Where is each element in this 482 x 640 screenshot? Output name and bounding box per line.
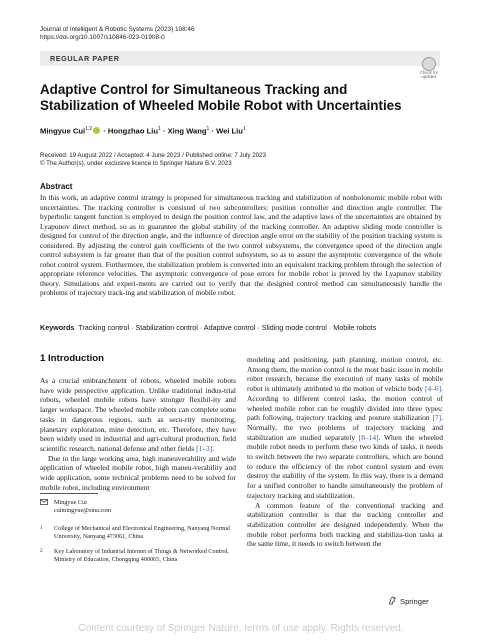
author-affiliation: 1 <box>206 126 210 132</box>
history-dates: Received: 19 August 2022 / Accepted: 4 June 2023 / Published online: 7 July 2023 <box>40 152 267 159</box>
footnote-divider <box>40 493 98 494</box>
affiliation-mark: 2 <box>40 548 43 554</box>
author-name[interactable]: Hongzhao Liu <box>107 126 159 136</box>
check-for-updates-button[interactable] <box>417 57 441 79</box>
body-column-right <box>247 355 443 549</box>
affiliation-text: College of Mechanical and Electronical Engineering, Nanyang Normal University, Nanyang 473061, China <box>54 525 230 540</box>
author-affiliation: 1 <box>242 126 246 132</box>
body-column-left <box>40 376 236 492</box>
article-type-badge: REGULAR PAPER <box>40 51 440 66</box>
check-for-updates-icon <box>422 57 436 71</box>
paragraph: Due to the large working area, high maneuverability and wide application of wheeled mobile robot, high maneu-verability and wide application, some technical problems need to be solved for mobile robot, including environment <box>40 453 236 492</box>
section-heading-introduction: 1 Introduction <box>40 353 104 364</box>
journal-header <box>40 26 195 43</box>
check-for-updates-label-1: Check for <box>420 70 438 75</box>
copyright-notice: © The Author(s), under exclusive licence to Springer Nature B.V. 2023 <box>40 160 232 168</box>
paragraph: modeling and positioning, path planning, motion control, etc. Among them, the motion control is the most basic issue in mobile robot research, because the execution of many tasks of mobile robot is ultimately attributed to the motion of vehicle body [4–6]. According to different control tasks, the motion control of wheeled mobile robot can be roughly divided into three types: path following, trajectory tracking and posture stabilization [7]. Normally, the two problems of trajectory tracking and stabilization are studied separately [8–14]. When the wheeled mobile robot needs to perform these two kinds of tasks, it needs to switch between the two separate controllers, which are bound to reduce the efficiency of the robot control system and even destroy the stability of the system. In this way, there is a demand for a unified controller to handle simultaneously the problem of trajectory tracking and stabilization. <box>247 355 444 500</box>
publication-dates <box>40 152 266 169</box>
publisher-name: Springer <box>400 597 429 606</box>
author-name[interactable]: Xing Wang <box>167 126 207 136</box>
author-affiliation: 1,2 <box>85 126 93 132</box>
citation-link[interactable]: [7] <box>432 413 442 423</box>
abstract-heading: Abstract <box>40 182 73 191</box>
affiliation-1 <box>40 525 236 540</box>
springer-horse-icon <box>388 596 397 607</box>
corresponding-author <box>40 499 236 514</box>
abstract-text: In this work, an adaptive control strategy is proposed for simultaneous tracking and stabilization of nonholonomic mobile robot with uncertainties. The tracking controller is consisted of two subcontrollers: position controller and direction angle controller. The hyperbolic tangent function is employed to design the position control law, and the adaptive laws of the uncertainties are obtained by Lyapunov direct method, so as to guarantee the global stability of the tracking controller. An adaptive sliding mode controller is designed for control of the direction angle, and the influence of direction angle error on the stability of the position tracking system is considered. By adjusting the control gain coefficients of the two control subsystems, the convergence speed of the direction angle control subsystem is far greater than that of the position control subsystem, so as to assure the asymptotic convergence of the whole robot control system. Furthermore, the stabilization problem is converted into an equivalent tracking problem through the selection of appropriate reference velocities. The asymptotic convergence of pose errors for mobile robot is proved by the Lyapunov stability theory. Simulations and experi-ments are carried out to verify that the designed control method can simultaneously handle the problems of trajectory track-ing and stabilization of mobile robot. <box>40 193 442 298</box>
author-name[interactable]: Mingyue Cui <box>40 126 86 136</box>
journal-citation: Journal of Intelligent & Robotic Systems (2023) 108:46 <box>40 26 195 33</box>
check-for-updates-label-2: updates <box>421 74 437 80</box>
orcid-icon[interactable] <box>93 127 100 134</box>
author-name[interactable]: Wei Liu <box>216 126 243 136</box>
envelope-icon <box>40 499 48 508</box>
paragraph: A common feature of the conventional tracking and stabilization controller is that the tracking controller and stabilization controller are designed independently. When the mobile robot performs both tracking and stabiliza-tion tasks at the same time, it needs to switch between the <box>247 500 443 549</box>
author-affiliation: 1 <box>158 126 161 132</box>
publisher-logo <box>388 596 429 607</box>
keywords-list: Tracking control · Stabilization control · Adaptive control · Sliding mode control · Mobile robots <box>78 323 377 332</box>
corresponding-name: Mingyue Cui <box>54 499 87 506</box>
affiliation-mark: 1 <box>40 525 43 531</box>
doi-link[interactable]: https://doi.org/10.1007/s10846-023-01908-0 <box>40 34 165 42</box>
citation-link[interactable]: [8–14] <box>358 432 379 442</box>
keywords <box>40 323 442 332</box>
citation-link[interactable]: [4–6] <box>425 384 442 394</box>
keywords-label: Keywords <box>40 323 75 332</box>
affiliation-2 <box>40 548 236 563</box>
citation-link[interactable]: [1–3] <box>196 443 213 453</box>
paragraph: As a crucial embranchment of robots, wheeled mobile robots have wide perspective application. Unlike traditional indus-trial robots, wheeled mobile robots have stronger flexibil-ity and larger workspace. The wheeled mobile robots can complete some tasks in dangerous regions, such as secu-rity monitoring, planetary exploration, mine detection, etc. Therefore, they have been widely used in industrial and agri-cultural production, field scientific research, national defense and other fields [1–3]. <box>40 376 236 453</box>
content-courtesy-watermark: Content courtesy of Springer Nature, terms of use apply. Rights reserved. <box>78 623 404 634</box>
author-list: Mingyue Cui$^{1,2}$ · Hongzhao Liu$^1$ · Xing Wang$^1$ · Wei Liu$^1$ <box>40 126 246 136</box>
article-title: Adaptive Control for Simultaneous Tracking and Stabilization of Wheeled Mobile Robot with Uncertainties <box>40 82 402 113</box>
affiliation-text: Key Laboratory of Industrial Internet of Things & Networked Control, Ministry of Education, Chongqing 400065, China <box>54 548 229 563</box>
corresponding-email[interactable]: cuimingyue@sina.com <box>54 506 112 514</box>
